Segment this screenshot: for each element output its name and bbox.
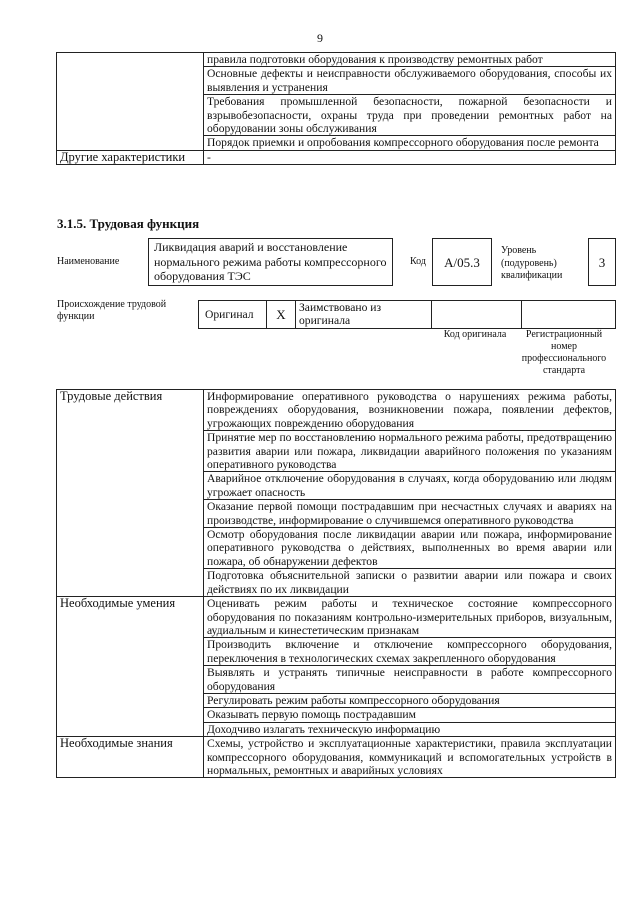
page-number: 9 xyxy=(317,31,323,45)
other-characteristics-value: - xyxy=(204,150,616,164)
other-characteristics-label: Другие характеристики xyxy=(57,150,204,164)
table-row: правила подготовки оборудования к производству ремонтных работ xyxy=(204,53,616,67)
function-name-box: Ликвидация аварий и восстановление нормального режима работы компрессорного оборудования ТЭС xyxy=(148,238,393,286)
code-label: Код xyxy=(410,256,426,267)
table-row: Схемы, устройство и эксплуатационные характеристики, правила эксплуатации компрессорного оборудования, коммуникаций и вспомогательных устройств в нормальных, ремонтных и аварийных условиях xyxy=(204,737,616,778)
labor-actions-label: Трудовые действия xyxy=(57,390,204,597)
table-row: Доходчиво излагать техническую информацию xyxy=(204,722,616,736)
table-row: Информирование оперативного руководства о нарушениях режима работы, повреждениях оборудования, возникновении пожара, появлении дефектов, угрожающих повреждению оборудования xyxy=(204,390,616,431)
table-row: Оценивать режим работы и техническое состояние компрессорного оборудования по показаниям контрольно-измерительных приборов, визуальным, аудиальным и кинестетическим признакам xyxy=(204,597,616,638)
table-row: Оказывать первую помощь пострадавшим xyxy=(204,708,616,722)
required-skills-label: Необходимые умения xyxy=(57,597,204,737)
required-knowledge-label: Необходимые знания xyxy=(57,737,204,778)
table-row: Производить включение и отключение компрессорного оборудования, переключения в технологических схемах закрепленного оборудования xyxy=(204,638,616,666)
table-row: Выявлять и устранять типичные неисправности в работе компрессорного оборудования xyxy=(204,666,616,694)
table-row: Оказание первой помощи пострадавшим при несчастных случаях и авариях на производстве, информирование о случившемся оперативного руководства xyxy=(204,500,616,528)
borrowed-label: Заимствовано из оригинала xyxy=(296,301,432,329)
level-label: Уровень (подуровень) квалификации xyxy=(501,245,563,281)
empty-label-cell xyxy=(57,53,204,151)
section-heading: 3.1.5. Трудовая функция xyxy=(57,216,200,231)
table-row: Принятие мер по восстановлению нормального режима работы, предотвращению развития аварии или пожара, ликвидации аварийного положения по указаниям оперативного руководства xyxy=(204,431,616,472)
labor-function-table xyxy=(56,389,616,778)
origin-table xyxy=(198,300,616,329)
reg-number-caption: Регистрационный номер профессионального стандарта xyxy=(521,329,607,376)
code-original-cell xyxy=(432,301,522,329)
level-value-box: 3 xyxy=(588,238,616,286)
function-code-box: A/05.3 xyxy=(432,238,492,286)
name-label: Наименование xyxy=(57,256,120,267)
table-row: Основные дефекты и неисправности обслуживаемого оборудования, способы их выявления и устранения xyxy=(204,67,616,95)
reg-number-cell xyxy=(522,301,616,329)
code-original-caption: Код оригинала xyxy=(443,329,507,340)
table-row: Осмотр оборудования после ликвидации аварии или пожара, информирование оперативного руководства о действиях, выполненных во время аварии или пожара, об обнаружении дефектов xyxy=(204,528,616,569)
original-mark: X xyxy=(267,301,296,329)
table-row: Регулировать режим работы компрессорного оборудования xyxy=(204,693,616,707)
table-row: Порядок приемки и опробования компрессорного оборудования после ремонта xyxy=(204,136,616,150)
origin-label: Происхождение трудовой функции xyxy=(57,299,167,322)
table-row: Подготовка объяснительной записки о развитии аварии или пожара и своих действиях по их ликвидации xyxy=(204,569,616,597)
original-label: Оригинал xyxy=(199,301,267,329)
table-row: Аварийное отключение оборудования в случаях, когда оборудованию или людям угрожает опасность xyxy=(204,472,616,500)
table-row: Требования промышленной безопасности, пожарной безопасности и взрывобезопасности, охраны труда при проведении ремонтных работ на оборудовании зоны обслуживания xyxy=(204,95,616,136)
knowledge-continuation-table xyxy=(56,52,616,165)
